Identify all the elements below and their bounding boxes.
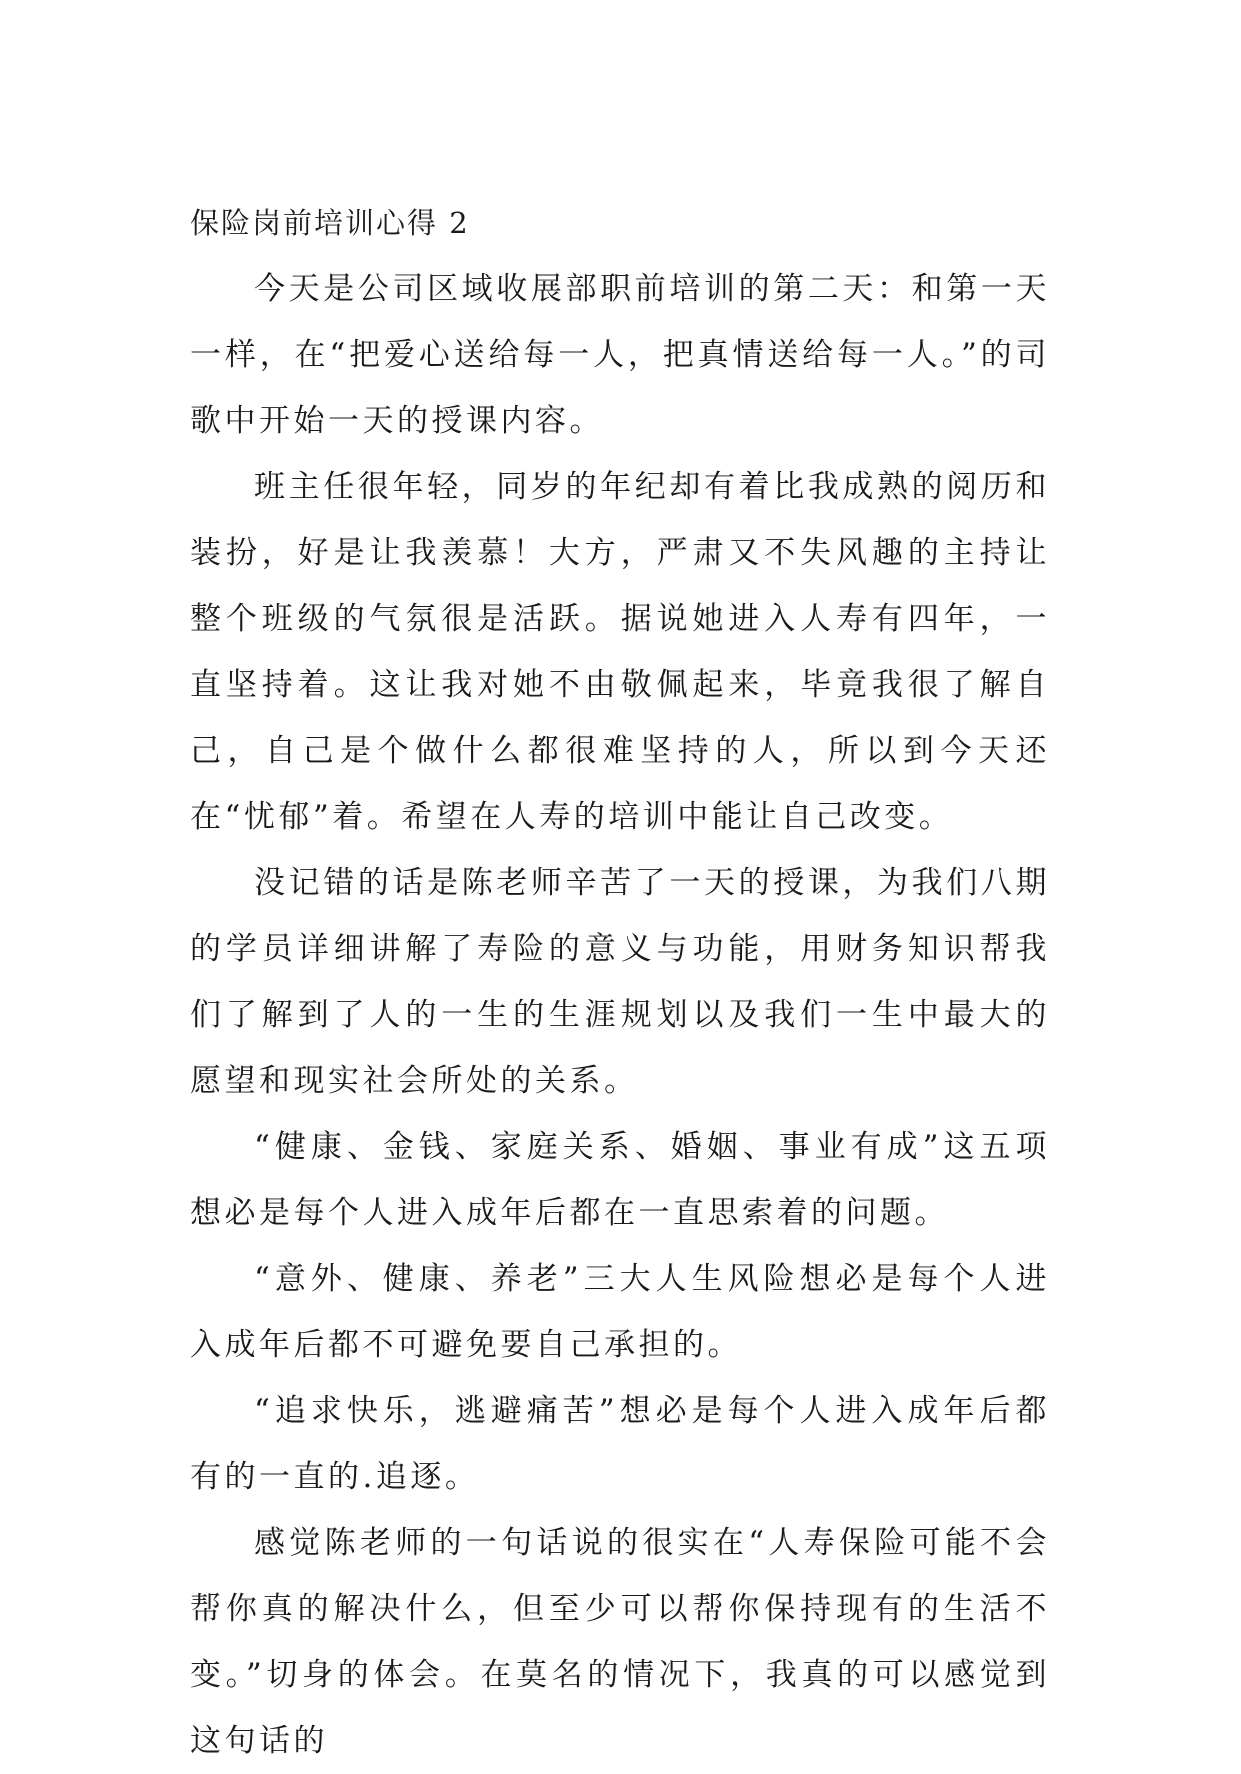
paragraph-1: 今天是公司区域收展部职前培训的第二天：和第一天一样，在“把爱心送给每一人，把真情送给每一人。”的司歌中开始一天的授课内容。 (190, 271, 1050, 439)
paragraph-7: 感觉陈老师的一句话说的很实在“人寿保险可能不会帮你真的解决什么，但至少可以帮你保持现有的生活不变。”切身的体会。在莫名的情况下，我真的可以感觉到这句话的 (190, 1525, 1050, 1759)
document-page (190, 190, 1050, 1774)
paragraph-6: “追求快乐，逃避痛苦”想必是每个人进入成年后都有的一直的.追逐。 (190, 1393, 1050, 1495)
paragraph-5: “意外、健康、养老”三大人生风险想必是每个人进入成年后都不可避免要自己承担的。 (190, 1261, 1050, 1363)
paragraph-3: 没记错的话是陈老师辛苦了一天的授课，为我们八期的学员详细讲解了寿险的意义与功能，用财务知识帮我们了解到了人的一生的生涯规划以及我们一生中最大的愿望和现实社会所处的关系。 (190, 865, 1050, 1099)
paragraph-2: 班主任很年轻，同岁的年纪却有着比我成熟的阅历和装扮，好是让我羡慕！大方，严肃又不失风趣的主持让整个班级的气氛很是活跃。据说她进入人寿有四年，一直坚持着。这让我对她不由敬佩起来，毕竟我很了解自己，自己是个做什么都很难坚持的人，所以到今天还在“忧郁”着。希望在人寿的培训中能让自己改变。 (190, 469, 1050, 835)
paragraph-4: “健康、金钱、家庭关系、婚姻、事业有成”这五项想必是每个人进入成年后都在一直思索着的问题。 (190, 1129, 1050, 1231)
document-title: 保险岗前培训心得 2 (190, 206, 470, 240)
